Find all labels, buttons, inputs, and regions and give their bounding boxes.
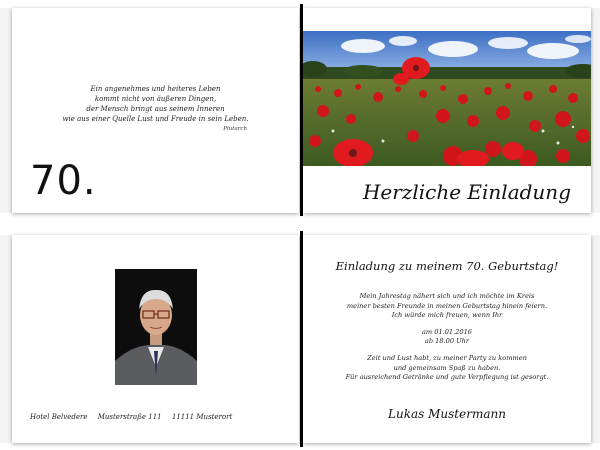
front-left-panel bbox=[12, 8, 299, 213]
invitation-title: Einladung zu meinem 70. Geburtstag! bbox=[335, 259, 559, 273]
inside-left-panel bbox=[12, 235, 299, 443]
quote-line: der Mensch bringt aus seinem Inneren bbox=[86, 105, 225, 113]
venue-name: Hotel Belvedere bbox=[30, 413, 88, 421]
inside-right-panel bbox=[303, 235, 591, 443]
venue-street: Musterstraße 111 bbox=[97, 413, 162, 421]
invitation-line: Ich würde mich freuen, wenn Ihr bbox=[391, 311, 503, 320]
portrait-image bbox=[115, 269, 197, 385]
invitation-line: und gemeinsam Spaß zu haben. bbox=[393, 363, 501, 372]
venue-address bbox=[30, 413, 240, 421]
fold-line-bottom bbox=[300, 231, 303, 447]
invitation-text bbox=[303, 292, 591, 383]
invitation-line: meiner besten Freunde in meinen Geburtstag hinein feiern. bbox=[346, 301, 548, 310]
front-right-panel bbox=[303, 8, 591, 213]
invitation-line: Für ausreichend Getränke und gute Verpflegung ist gesorgt. bbox=[345, 373, 549, 382]
invitation-time: ab 18.00 Uhr bbox=[424, 337, 470, 346]
quote-line: wie aus einer Quelle Lust und Freude in sein Leben. bbox=[62, 115, 249, 123]
invitation-date: am 01.01.2016 bbox=[421, 327, 473, 336]
poppy-field-image bbox=[303, 31, 591, 166]
poppy-field-photo bbox=[303, 31, 591, 166]
fold-line-top bbox=[300, 4, 303, 216]
invitation-line: Mein Jahrestag nähert sich und ich möchte im Kreis bbox=[359, 292, 535, 300]
headline: Herzliche Einladung bbox=[362, 180, 571, 204]
signature: Lukas Mustermann bbox=[388, 407, 506, 421]
venue-city: 11111 Musterort bbox=[171, 413, 233, 421]
quote-line: Ein angenehmes und heiteres Leben bbox=[90, 85, 221, 93]
invitation-line: Zeit und Lust habt, zu meiner Party zu kommen bbox=[367, 353, 527, 362]
age-number: 70. bbox=[30, 158, 97, 204]
quote-line: kommt nicht von äußeren Dingen, bbox=[94, 95, 217, 103]
portrait-photo bbox=[115, 269, 197, 385]
quote-author: Plutarch bbox=[223, 126, 247, 132]
quote-block bbox=[12, 84, 299, 124]
